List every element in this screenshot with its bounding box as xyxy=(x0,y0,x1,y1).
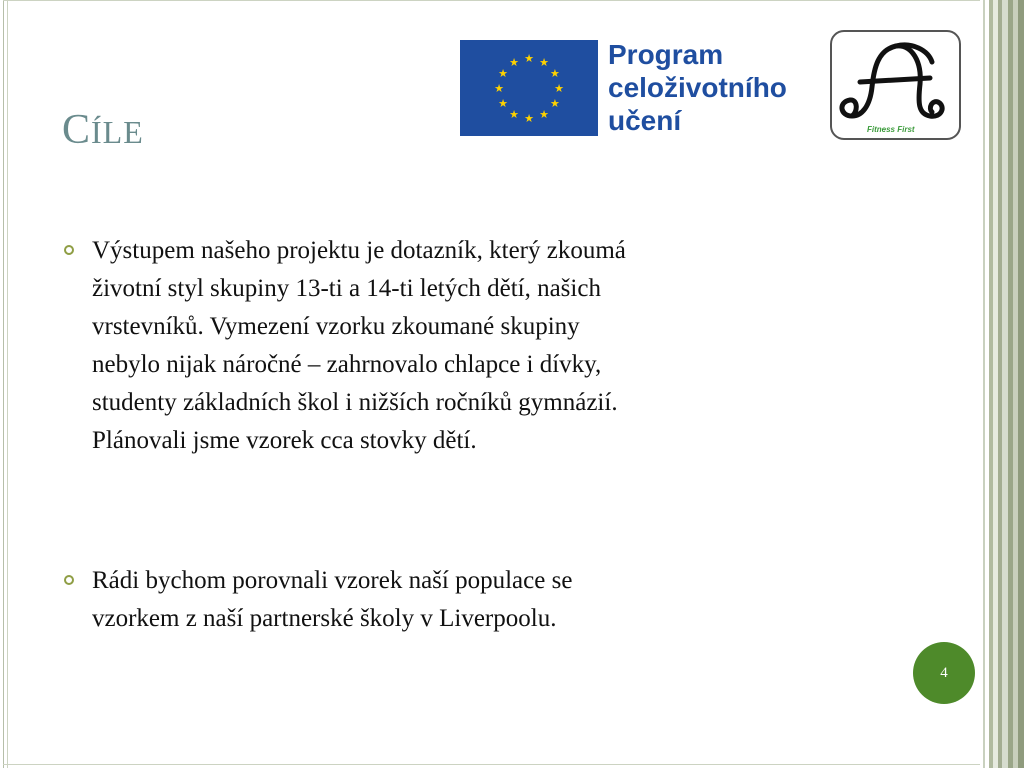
fitness-first-logo xyxy=(830,30,961,140)
frame-line-left-inner xyxy=(7,0,8,768)
bullet-item xyxy=(62,562,902,638)
bullet-line: životní styl skupiny 13-ti a 14-ti letých dětí, našich xyxy=(92,275,601,302)
slide-title-initial: C xyxy=(62,107,92,153)
eu-star-icon: ★ xyxy=(524,113,534,125)
eu-star-icon: ★ xyxy=(494,83,504,95)
bullet-item xyxy=(62,232,902,460)
fitness-first-emblem-icon xyxy=(832,32,959,138)
eu-star-icon: ★ xyxy=(550,68,560,80)
eu-star-icon: ★ xyxy=(509,57,519,70)
eu-star-icon: ★ xyxy=(554,83,564,95)
frame-line-top xyxy=(3,0,983,1)
bullet-circle-icon xyxy=(64,245,74,255)
eu-program-line-3: učení xyxy=(608,105,682,136)
bullet-circle-icon xyxy=(64,575,74,585)
eu-star-icon: ★ xyxy=(524,53,534,65)
bullet-line: nebylo nijak náročné – zahrnovalo chlapce i dívky, xyxy=(92,351,602,378)
bullet-line: vrstevníků. Vymezení vzorku zkoumané skupiny xyxy=(92,313,580,340)
eu-star-icon: ★ xyxy=(509,108,519,121)
eu-star-icon: ★ xyxy=(498,98,508,110)
fitness-first-caption: Fitness First xyxy=(867,125,915,134)
page-number-badge: 4 xyxy=(913,642,975,704)
frame-line-left xyxy=(3,0,4,768)
bullet-line: Rádi bychom porovnali vzorek naší populace se xyxy=(92,567,573,594)
slide-title-rest: ÍLE xyxy=(91,114,144,150)
frame-line-bottom xyxy=(3,764,983,765)
right-striped-border xyxy=(980,0,1024,768)
eu-flag-icon xyxy=(460,40,598,136)
eu-star-icon: ★ xyxy=(498,68,508,80)
eu-program-line-2: celoživotního xyxy=(608,72,787,103)
bullet-line: studenty základních škol i nižších ročníků gymnázií. xyxy=(92,389,618,416)
eu-star-icon: ★ xyxy=(539,108,549,121)
eu-star-icon: ★ xyxy=(539,57,549,70)
eu-star-icon: ★ xyxy=(550,98,560,110)
eu-program-line-1: Program xyxy=(608,39,724,70)
eu-program-logo xyxy=(458,38,798,138)
bullet-line: Plánovali jsme vzorek cca stovky dětí. xyxy=(92,427,477,454)
bullet-line: Výstupem našeho projektu je dotazník, který zkoumá xyxy=(92,237,626,264)
slide-title xyxy=(62,106,144,154)
bullet-list xyxy=(62,232,902,638)
eu-program-text xyxy=(608,38,787,137)
bullet-line: vzorkem z naší partnerské školy v Liverpoolu. xyxy=(92,605,557,632)
